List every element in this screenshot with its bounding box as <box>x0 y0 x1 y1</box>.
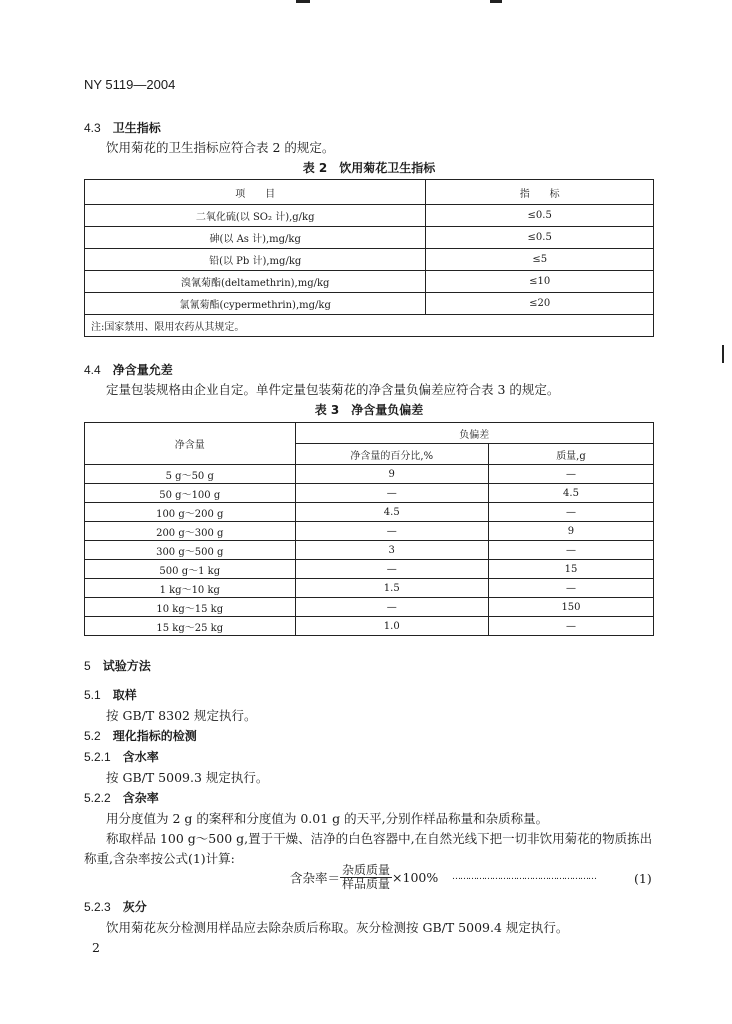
table-row <box>85 484 654 503</box>
section-5-2-heading <box>84 727 197 744</box>
table-row <box>85 293 654 315</box>
table-row <box>85 579 654 598</box>
table-row <box>85 227 654 249</box>
section-number: 5.2.1 <box>84 750 111 764</box>
col-header-item: 项 目 <box>85 180 426 205</box>
table-row <box>85 617 654 636</box>
pct-cell: 9 <box>295 465 488 484</box>
section-4-4-text: 定量包装规格由企业自定。单件定量包装菊花的净含量负偏差应符合表 3 的规定。 <box>106 382 560 397</box>
impurity-formula <box>290 864 438 891</box>
range-cell: 15 kg～25 kg <box>85 617 296 636</box>
pct-cell: — <box>295 522 488 541</box>
section-title: 取样 <box>112 688 137 702</box>
scan-mark-top-2 <box>490 0 502 3</box>
section-number: 5.1 <box>84 688 101 702</box>
col-header-net-content: 净含量 <box>85 423 296 465</box>
table-row <box>85 598 654 617</box>
pct-cell: — <box>295 484 488 503</box>
value-cell: ≤0.5 <box>426 205 654 227</box>
table-note: 注:国家禁用、限用农药从其规定。 <box>85 315 654 337</box>
range-cell: 1 kg～10 kg <box>85 579 296 598</box>
mass-cell: 150 <box>488 598 653 617</box>
table-row <box>85 205 654 227</box>
section-number: 4.4 <box>84 363 101 377</box>
range-cell: 5 g～50 g <box>85 465 296 484</box>
scan-mark-right <box>722 345 724 363</box>
value-cell: ≤0.5 <box>426 227 654 249</box>
section-number: 5.2.2 <box>84 791 111 805</box>
item-cell: 溴氰菊酯(deltamethrin),mg/kg <box>85 271 426 293</box>
formula-leader-dots: ……………………………………………… <box>452 872 596 882</box>
hygiene-index-table <box>84 179 654 337</box>
table-row <box>85 249 654 271</box>
formula-rhs: ×100% <box>392 870 439 885</box>
table-row <box>85 271 654 293</box>
mass-cell: — <box>488 465 653 484</box>
section-4-3-text: 饮用菊花的卫生指标应符合表 2 的规定。 <box>106 140 335 155</box>
section-5-2-2-heading <box>84 789 159 806</box>
formula-lhs: 含杂率＝ <box>290 870 341 886</box>
item-cell: 砷(以 As 计),mg/kg <box>85 227 426 249</box>
section-title: 净含量允差 <box>112 363 173 377</box>
section-5-2-3-heading <box>84 898 147 915</box>
item-cell: 氯氰菊酯(cypermethrin),mg/kg <box>85 293 426 315</box>
section-4-3-heading <box>84 119 161 136</box>
value-cell: ≤5 <box>426 249 654 271</box>
section-title: 含杂率 <box>122 791 159 805</box>
mass-cell: 4.5 <box>488 484 653 503</box>
mass-cell: — <box>488 541 653 560</box>
section-number: 5.2.3 <box>84 900 111 914</box>
table-2-caption: 表 2 饮用菊花卫生指标 <box>302 161 436 175</box>
mass-cell: 9 <box>488 522 653 541</box>
table-row <box>85 503 654 522</box>
section-5-2-1-heading <box>84 748 159 765</box>
mass-cell: — <box>488 617 653 636</box>
section-number: 5.2 <box>84 729 101 743</box>
range-cell: 10 kg～15 kg <box>85 598 296 617</box>
formula-number: (1) <box>634 871 652 886</box>
pct-cell: 3 <box>295 541 488 560</box>
range-cell: 50 g～100 g <box>85 484 296 503</box>
table-row <box>85 541 654 560</box>
pct-cell: 1.0 <box>295 617 488 636</box>
col-header-negative-deviation: 负偏差 <box>295 423 653 444</box>
section-5-2-2-text-2b: 称重,含杂率按公式(1)计算: <box>84 851 235 866</box>
mass-cell: 15 <box>488 560 653 579</box>
section-5-2-2-text-1: 用分度值为 2 g 的案秤和分度值为 0.01 g 的天平,分别作样品称量和杂质称量。 <box>106 811 549 826</box>
mass-cell: — <box>488 503 653 522</box>
standard-id: NY 5119—2004 <box>84 77 176 92</box>
value-cell: ≤10 <box>426 271 654 293</box>
item-cell: 二氧化硫(以 SO₂ 计),g/kg <box>85 205 426 227</box>
page-number: 2 <box>92 940 100 955</box>
col-header-mass: 质量,g <box>488 444 653 465</box>
section-5-2-1-text: 按 GB/T 5009.3 规定执行。 <box>106 770 269 785</box>
col-header-index: 指 标 <box>426 180 654 205</box>
section-title: 卫生指标 <box>112 121 161 135</box>
table-row <box>85 522 654 541</box>
section-title: 理化指标的检测 <box>112 729 197 743</box>
pct-cell: 1.5 <box>295 579 488 598</box>
net-content-table <box>84 422 654 636</box>
mass-cell: — <box>488 579 653 598</box>
range-cell: 500 g～1 kg <box>85 560 296 579</box>
pct-cell: 4.5 <box>295 503 488 522</box>
scan-mark-top-1 <box>296 0 310 3</box>
section-5-1-heading <box>84 686 137 703</box>
section-title: 试验方法 <box>102 659 151 673</box>
section-number: 4.3 <box>84 121 101 135</box>
formula-fraction <box>340 864 392 891</box>
range-cell: 100 g～200 g <box>85 503 296 522</box>
section-title: 灰分 <box>122 900 147 914</box>
value-cell: ≤20 <box>426 293 654 315</box>
pct-cell: — <box>295 598 488 617</box>
table-row <box>85 560 654 579</box>
section-title: 含水率 <box>122 750 159 764</box>
section-5-1-text: 按 GB/T 8302 规定执行。 <box>106 708 257 723</box>
table-row <box>85 465 654 484</box>
item-cell: 铅(以 Pb 计),mg/kg <box>85 249 426 271</box>
pct-cell: — <box>295 560 488 579</box>
col-header-percentage: 净含量的百分比,% <box>295 444 488 465</box>
range-cell: 300 g～500 g <box>85 541 296 560</box>
section-4-4-heading <box>84 361 173 378</box>
formula-numerator: 杂质质量 <box>342 863 391 877</box>
table-3-caption: 表 3 净含量负偏差 <box>314 403 424 417</box>
section-5-2-3-text: 饮用菊花灰分检测用样品应去除杂质后称取。灰分检测按 GB/T 5009.4 规定执行。 <box>106 920 569 935</box>
section-5-heading <box>84 657 151 674</box>
formula-denominator: 样品质量 <box>342 877 391 891</box>
range-cell: 200 g～300 g <box>85 522 296 541</box>
section-number: 5 <box>84 659 91 673</box>
section-5-2-2-text-2a: 称取样品 100 g～500 g,置于干燥、洁净的白色容器中,在自然光线下把一切非饮用菊花的物质拣出 <box>106 831 653 846</box>
